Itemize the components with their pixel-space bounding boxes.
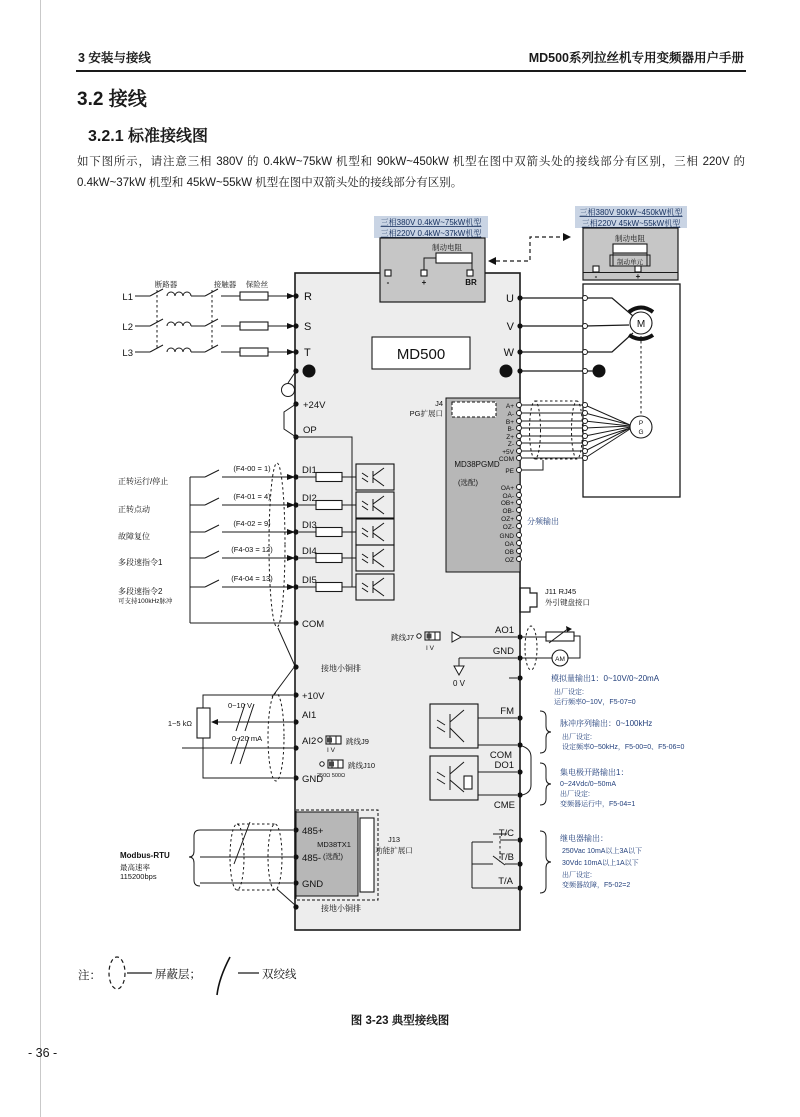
fuse-label: 保险丝 [245, 280, 269, 289]
relay-annotation-line: 250Vac 10mA以上3A以下 [562, 848, 643, 855]
svg-text:Z-: Z- [507, 441, 514, 448]
zero-volt-label: 0 V [452, 679, 466, 688]
phase-l3: L3 [122, 348, 133, 359]
fm-annotation-title: 脉冲序列输出：0~100kHz [560, 719, 653, 728]
pg-shield-tube [530, 401, 583, 459]
svg-text:PE: PE [505, 468, 514, 475]
di-function-label: 正转点动 [118, 505, 150, 514]
keypad-port-label: 外引键盘接口 [545, 598, 590, 607]
pe-terminal-icon [303, 365, 316, 378]
terminal-ai1: AI1 [302, 710, 317, 721]
terminal-24v: +24V [303, 400, 326, 411]
pe-terminal-icon [593, 365, 606, 378]
current-range-label: 0~20 mA [231, 734, 263, 743]
svg-text:OA-: OA- [502, 493, 514, 500]
model-name: MD500 [396, 346, 446, 363]
jumper-j7-marks: I V [426, 645, 434, 652]
terminal-gnd: GND [302, 774, 324, 785]
svg-text:OA+: OA+ [500, 485, 514, 492]
pot-value-label: 1~5 kΩ [167, 719, 192, 728]
encoder-letter-g: G [638, 429, 644, 436]
intro-paragraph: 如下图所示，请注意三相 380V 的 0.4kW~75kW 机型和 90kW~450kW 机型在图中双箭头处的接线部分有区别，三相 220V 的 0.4kW~37kW 机型和 45kW~55kW 机型在图中双箭头处的接线部分有区别。 [77, 156, 745, 190]
j13-port-label: 功能扩展口 [375, 846, 413, 855]
brake-resistor-label: 制动电阻 [615, 234, 645, 243]
fuse-symbol [240, 348, 268, 356]
terminal-gnd: GND [302, 879, 324, 890]
rj45-icon [520, 588, 537, 612]
terminal-ai2: AI2 [302, 736, 317, 747]
shield-ellipse [525, 626, 537, 670]
brace [540, 763, 551, 805]
di-param-label: (F4-03 = 12) [231, 545, 273, 554]
terminal-di1: DI1 [302, 465, 317, 476]
note-shield-label: 屏蔽层； [155, 969, 201, 981]
terminal-di3: DI3 [302, 520, 317, 531]
terminal-minus: - [386, 278, 390, 287]
di-param-label: (F4-02 = 9) [233, 519, 271, 528]
baud-label: 最高速率 [120, 863, 150, 872]
section-title: 3.2 接线 [77, 89, 147, 110]
note-prefix: 注： [78, 970, 101, 982]
svg-text:OZ-: OZ- [502, 524, 514, 531]
relay-annotation-line: 30Vdc 10mA以上1A以下 [562, 860, 639, 867]
j11-label: J11 RJ45 [545, 587, 577, 596]
svg-text:OB: OB [504, 549, 514, 556]
brake-resistor-label: 制动电阻 [432, 243, 462, 252]
ao-annotation-line: 出厂设定: [554, 689, 584, 696]
terminal-gnd: GND [492, 646, 514, 657]
pg-terminal-circles [517, 403, 588, 562]
terminal-s: S [304, 321, 312, 333]
terminal-v: V [506, 321, 514, 333]
keypad-port [520, 587, 590, 612]
shield-symbol [109, 957, 125, 989]
do1-annotation-line: 0~24Vdc/0~50mA [560, 781, 617, 788]
relay-annotation-title: 继电器输出： [560, 834, 608, 843]
ground-bar-label: 接地小铜排 [321, 904, 361, 913]
terminal-di5: DI5 [302, 575, 317, 586]
page-number: - 36 - [28, 1046, 58, 1060]
header-doc-title: MD500系列拉丝机专用变频器用户手册 [528, 51, 744, 65]
terminal-com: COM [302, 619, 325, 630]
jumper-j10-marks: 250Ω 500Ω [317, 773, 346, 779]
variant-double-arrow [488, 233, 571, 265]
brace [189, 830, 200, 886]
brake-resistor-small-box [374, 216, 488, 302]
j4-label: J4 [435, 399, 443, 408]
pg-card-optional: (选配) [458, 478, 478, 487]
j4-port-label: PG扩展口 [409, 409, 443, 418]
terminal-plus: + [421, 278, 427, 287]
jumper-j7-label: 跳线J7 [391, 633, 414, 642]
brace [540, 831, 551, 893]
ao-annotation-title: 模拟量输出1：0~10V/0~20mA [551, 674, 660, 683]
modbus-label: Modbus-RTU [120, 851, 170, 860]
frequency-division-label: 分频输出 [527, 517, 559, 526]
terminal-tc: T/C [498, 828, 514, 839]
jumper-j10-label: 跳线J10 [348, 761, 376, 770]
pe-terminal-icon [500, 365, 513, 378]
ground-bar-label: 接地小铜排 [321, 664, 361, 673]
note-twisted-label: 双绞线 [262, 969, 297, 981]
phase-l1: L1 [122, 292, 133, 303]
di-param-label: (F4-04 = 13) [231, 574, 273, 583]
terminal-fm: FM [500, 706, 514, 717]
di-function-label: 正转运行/停止 [118, 477, 169, 486]
twisted-pair-symbol [217, 957, 230, 995]
potentiometer-symbol [197, 708, 210, 738]
jumper-j9-label: 跳线J9 [346, 737, 369, 746]
shield-ellipse [268, 693, 284, 781]
svg-text:A-: A- [507, 411, 514, 418]
model-range-label: 三相220V 45kW~55kW机型 [581, 219, 681, 228]
tx-card-name: MD38TX1 [317, 840, 351, 849]
di-function-label: 多段速指令1 [118, 558, 163, 567]
terminal-do1: DO1 [494, 760, 514, 771]
terminal-r: R [304, 291, 312, 303]
terminal-t: T [304, 347, 311, 359]
pg-card-name: MD38PGMD [454, 460, 500, 469]
terminal-w: W [503, 347, 514, 359]
svg-text:+5V: +5V [502, 449, 514, 456]
terminal-di4: DI4 [302, 546, 317, 557]
comm-485 [120, 810, 413, 900]
svg-text:OB+: OB+ [500, 500, 514, 507]
di-function-label: 故障复位 [118, 532, 150, 541]
brake-resistor-symbol [613, 244, 647, 253]
fuse-symbol [240, 292, 268, 300]
subsection-title: 3.2.1 标准接线图 [88, 128, 209, 145]
baud-value: 115200bps [120, 872, 157, 881]
earth-icon [282, 384, 295, 397]
fm-annotation-line: 设定频率0~50kHz，F5-00=0、F5-06=0 [562, 744, 685, 751]
load-resistor-symbol [546, 632, 574, 641]
terminal-485m: 485- [302, 853, 322, 864]
svg-text:B+: B+ [505, 419, 514, 426]
terminal-br: BR [465, 278, 477, 287]
svg-text:OZ: OZ [504, 557, 514, 564]
do1-annotation-title: 集电极开路输出1： [560, 768, 629, 777]
brake-resistor-symbol [436, 253, 472, 263]
model-range-label: 三相220V 0.4kW~37kW机型 [380, 229, 482, 238]
brake-unit-label: 制动单元 [617, 259, 643, 266]
do1-annotation-line: 变频器运行中，F5-04=1 [560, 801, 636, 808]
terminal-ao1: AO1 [494, 625, 514, 636]
meter-label: AM [555, 656, 565, 663]
large-inverter-outline [583, 284, 680, 497]
svg-text:A+: A+ [505, 403, 514, 410]
relay-annotation-line: 出厂设定: [562, 872, 592, 879]
fuse-symbol [240, 322, 268, 330]
model-range-label: 三相380V 90kW~450kW机型 [579, 208, 683, 217]
do1-annotation-line: 出厂设定: [560, 791, 590, 798]
terminal-ta: T/A [498, 876, 513, 887]
terminal-com: COM [489, 750, 512, 761]
terminal-cme: CME [493, 800, 515, 811]
svg-text:OZ+: OZ+ [501, 516, 514, 523]
terminal-minus: - [594, 272, 598, 281]
motor-letter: M [636, 319, 646, 330]
di-function-label: 多段速指令2 [118, 587, 163, 596]
phase-l2: L2 [122, 322, 133, 333]
breaker-label: 断路器 [154, 280, 178, 289]
pulse-capability-note: 可支持100kHz脉冲 [118, 598, 173, 605]
figure-caption: 图 3-23 典型接线图 [350, 1015, 450, 1027]
svg-text:COM: COM [498, 456, 514, 463]
header-chapter: 3 安装与接线 [78, 51, 151, 65]
di-param-label: (F4-00 = 1) [233, 464, 271, 473]
terminal-10v: +10V [302, 691, 325, 702]
tx-card-optional: (选配) [323, 852, 343, 861]
j13-label: J13 [387, 835, 401, 844]
svg-text:GND: GND [499, 533, 514, 540]
terminal-u: U [506, 293, 514, 305]
model-range-label: 三相380V 0.4kW~75kW机型 [380, 218, 482, 227]
terminal-op: OP [303, 425, 317, 436]
ao-annotation-line: 运行频率0~10V，F5-07=0 [554, 699, 636, 706]
power-input [122, 279, 315, 397]
svg-text:OB-: OB- [502, 508, 514, 515]
relay-annotation-line: 变频器故障，F5-02=2 [562, 882, 631, 889]
jumper-j9-marks: I V [327, 747, 335, 754]
legend-note [78, 957, 297, 995]
fm-annotation-line: 出厂设定: [562, 734, 592, 741]
voltage-range-label: 0~10 V [228, 701, 252, 710]
encoder-letter-p: P [638, 420, 644, 427]
svg-text:Z+: Z+ [506, 434, 514, 441]
svg-text:OA: OA [504, 541, 514, 548]
di-param-label: (F4-01 = 4) [233, 492, 271, 501]
brace [540, 711, 551, 753]
terminal-485p: 485+ [302, 826, 324, 837]
terminal-plus: + [635, 272, 641, 281]
contactor-label: 接触器 [213, 280, 237, 289]
svg-text:B-: B- [507, 426, 514, 433]
terminal-di2: DI2 [302, 493, 317, 504]
terminal-tb: T/B [499, 852, 514, 863]
